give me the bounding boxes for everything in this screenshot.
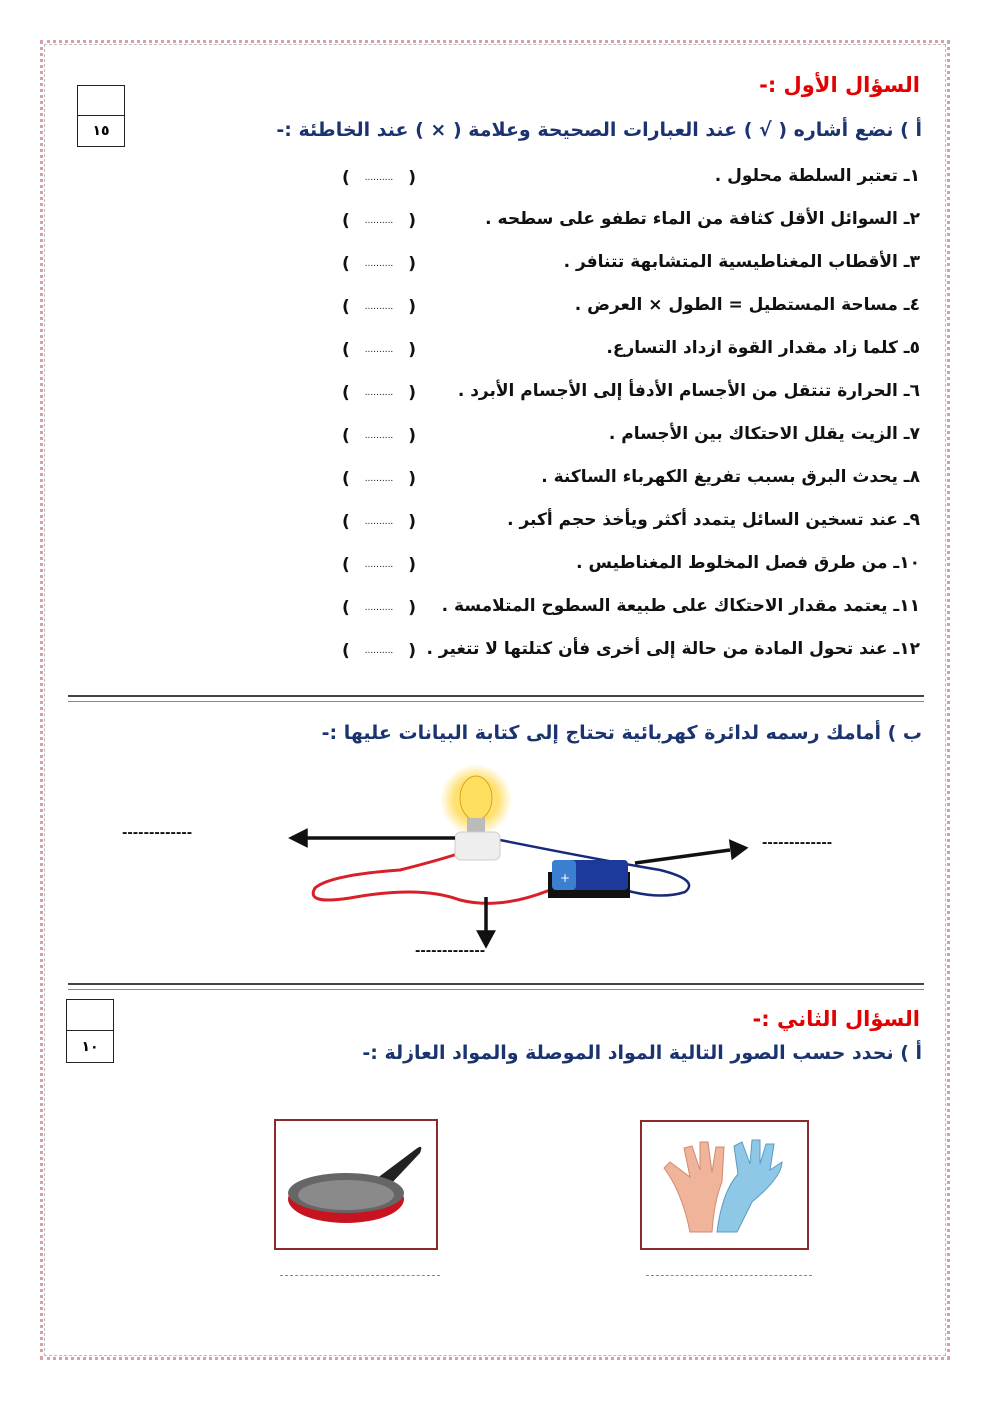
answer-blank[interactable] xyxy=(342,383,416,403)
answer-dots: .......... xyxy=(364,646,394,656)
statement-text: ١١ـ يعتمد مقدار الاحتكاك على طبيعة السطوح المتلامسة . xyxy=(441,596,920,616)
bracket: ) xyxy=(408,598,416,618)
q2-score-box xyxy=(66,999,114,1063)
answer-dots: .......... xyxy=(364,603,394,613)
label-blank-bottom[interactable]: ------------- xyxy=(415,944,486,959)
answer-dots: .......... xyxy=(364,216,394,226)
statement-text: ٩ـ عند تسخين السائل يتمدد أكثر ويأخذ حجم أكبر . xyxy=(507,510,920,530)
gloves-image xyxy=(640,1120,809,1250)
answer-line-gloves[interactable] xyxy=(646,1275,812,1276)
bracket: ) xyxy=(408,297,416,317)
svg-text:+: + xyxy=(560,871,571,885)
answer-blank[interactable] xyxy=(342,168,416,188)
section-divider xyxy=(68,983,924,990)
bracket: ) xyxy=(408,469,416,489)
answer-blank[interactable] xyxy=(342,340,416,360)
statement-text: ٧ـ الزيت يقلل الاحتكاك بين الأجسام . xyxy=(608,424,920,444)
bracket: ) xyxy=(408,555,416,575)
bracket: ) xyxy=(408,340,416,360)
bracket: ) xyxy=(408,512,416,532)
bulb-icon xyxy=(460,776,492,820)
q1-part-b-instruction: ب ) أمامك رسمه لدائرة كهربائية تحتاج إلى كتابة البيانات عليها :- xyxy=(321,722,922,744)
answer-dots: .......... xyxy=(364,474,394,484)
bracket: ) xyxy=(408,383,416,403)
bracket: ) xyxy=(408,641,416,661)
bulb-base xyxy=(467,818,485,832)
q2-part-a-instruction: أ ) نحدد حسب الصور التالية المواد الموصلة والمواد العازلة :- xyxy=(362,1042,922,1064)
bulb-holder xyxy=(455,832,500,860)
answer-dots: .......... xyxy=(364,431,394,441)
label-arrows xyxy=(292,831,745,945)
answer-dots: .......... xyxy=(364,302,394,312)
label-blank-left[interactable]: ------------- xyxy=(122,826,193,841)
score-entry-cell[interactable] xyxy=(67,1000,113,1031)
frying-pan-icon xyxy=(276,1121,436,1248)
answer-blank[interactable] xyxy=(342,297,416,317)
bracket: ( xyxy=(342,512,350,532)
red-wire xyxy=(313,850,550,903)
q1-score-box xyxy=(77,85,125,147)
answer-dots: .......... xyxy=(364,259,394,269)
bracket: ( xyxy=(342,426,350,446)
statement-text: ١ـ تعتبر السلطة محلول . xyxy=(714,166,920,186)
answer-blank[interactable] xyxy=(342,555,416,575)
answer-dots: .......... xyxy=(364,173,394,183)
q1-part-a-instruction: أ ) نضع أشاره ( √ ) عند العبارات الصحيحة وعلامة ( × ) عند الخاطئة :- xyxy=(276,119,922,141)
statement-text: ٥ـ كلما زاد مقدار القوة ازداد التسارع. xyxy=(606,338,920,358)
answer-dots: .......... xyxy=(364,517,394,527)
section-divider xyxy=(68,695,924,702)
label-blank-right[interactable]: ------------- xyxy=(762,836,833,851)
q2-title: السؤال الثاني :- xyxy=(752,1007,920,1031)
bracket: ) xyxy=(408,168,416,188)
answer-blank[interactable] xyxy=(342,469,416,489)
bracket: ( xyxy=(342,555,350,575)
bracket: ( xyxy=(342,383,350,403)
bracket: ( xyxy=(342,254,350,274)
statement-text: ١٢ـ عند تحول المادة من حالة إلى أخرى فأن كتلتها لا تتغير . xyxy=(426,639,920,659)
answer-blank[interactable] xyxy=(342,598,416,618)
answer-blank[interactable] xyxy=(342,512,416,532)
score-entry-cell[interactable] xyxy=(78,86,124,116)
frying-pan-image xyxy=(274,1119,438,1250)
answer-dots: .......... xyxy=(364,345,394,355)
bracket: ) xyxy=(408,211,416,231)
answer-blank[interactable] xyxy=(342,211,416,231)
answer-blank[interactable] xyxy=(342,254,416,274)
statement-text: ٦ـ الحرارة تنتقل من الأجسام الأدفأ إلى الأجسام الأبرد . xyxy=(457,381,920,401)
bracket: ( xyxy=(342,168,350,188)
bracket: ( xyxy=(342,297,350,317)
bracket: ( xyxy=(342,641,350,661)
statement-text: ٨ـ يحدث البرق بسبب تفريغ الكهرباء الساكنة . xyxy=(541,467,920,487)
statement-text: ١٠ـ من طرق فصل المخلوط المغناطيس . xyxy=(576,553,920,573)
statement-text: ٤ـ مساحة المستطيل = الطول × العرض . xyxy=(574,295,920,315)
bracket: ( xyxy=(342,211,350,231)
answer-dots: .......... xyxy=(364,560,394,570)
answer-blank[interactable] xyxy=(342,426,416,446)
bracket: ) xyxy=(408,254,416,274)
bracket: ( xyxy=(342,598,350,618)
bracket: ) xyxy=(408,426,416,446)
bracket: ( xyxy=(342,469,350,489)
circuit-diagram xyxy=(0,760,992,970)
answer-dots: .......... xyxy=(364,388,394,398)
q1-score-value: ١٥ xyxy=(92,123,110,139)
bracket: ( xyxy=(342,340,350,360)
answer-blank[interactable] xyxy=(342,641,416,661)
q1-title: السؤال الأول :- xyxy=(759,73,920,97)
answer-line-pan[interactable] xyxy=(280,1275,440,1276)
rubber-gloves-icon xyxy=(642,1122,807,1248)
statement-text: ٢ـ السوائل الأقل كثافة من الماء تطفو على سطحه . xyxy=(485,209,920,229)
statement-text: ٣ـ الأقطاب المغناطيسية المتشابهة تتنافر . xyxy=(563,252,920,272)
q2-score-value: ١٠ xyxy=(81,1038,99,1055)
battery-icon xyxy=(548,860,630,898)
